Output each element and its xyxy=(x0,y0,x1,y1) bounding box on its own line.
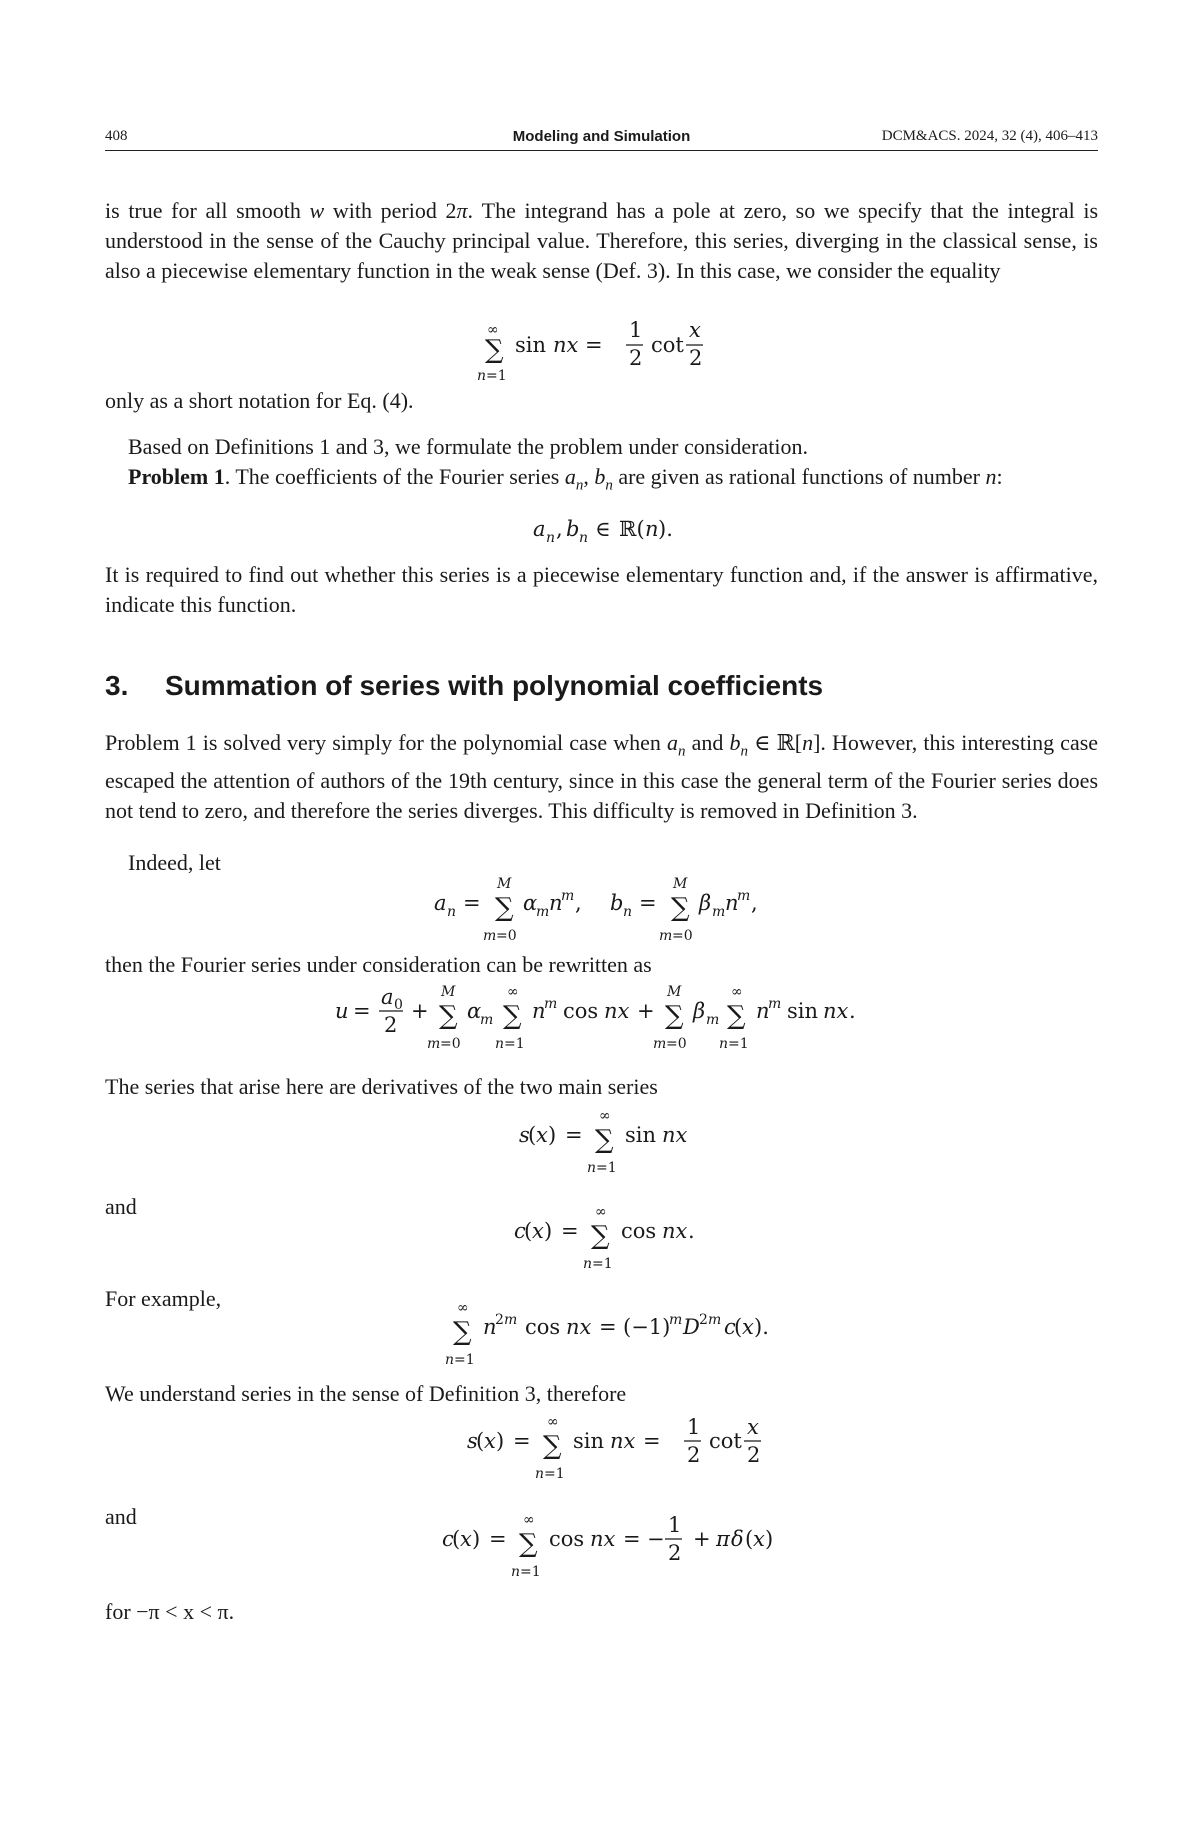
svg-text:c: c xyxy=(442,1527,454,1551)
svg-text:).: ). xyxy=(754,1315,769,1339)
svg-text:s: s xyxy=(467,1429,478,1453)
word-and-2: and xyxy=(105,1504,137,1529)
svg-text:m: m xyxy=(561,888,575,904)
svg-text:=: = xyxy=(599,1315,617,1339)
svg-text:α: α xyxy=(467,999,482,1023)
svg-text:(: ( xyxy=(745,1527,754,1551)
svg-text:(: ( xyxy=(452,1527,461,1551)
svg-text:,: , xyxy=(575,891,582,915)
svg-text:=0: =0 xyxy=(672,928,693,944)
svg-text:(−1): (−1) xyxy=(623,1315,671,1339)
svg-text:nx: nx xyxy=(662,1219,688,1243)
svg-text:=: = xyxy=(513,1429,531,1453)
svg-text:m: m xyxy=(708,1312,722,1328)
svg-text:(: ( xyxy=(734,1315,743,1339)
svg-text:∞: ∞ xyxy=(507,984,519,1000)
svg-text:∞: ∞ xyxy=(599,1108,611,1124)
svg-text:2: 2 xyxy=(699,1312,708,1328)
svg-text:): ) xyxy=(496,1429,505,1453)
svg-text:∑: ∑ xyxy=(665,1001,684,1031)
svg-text:α: α xyxy=(523,891,538,915)
svg-text:m: m xyxy=(504,1312,518,1328)
svg-text:n: n xyxy=(447,904,457,920)
svg-text:2: 2 xyxy=(629,346,643,370)
svg-text:M: M xyxy=(667,984,682,1000)
svg-text:=: = xyxy=(585,333,603,357)
svg-text:=1: =1 xyxy=(728,1036,749,1052)
svg-text:∑: ∑ xyxy=(591,1221,610,1251)
svg-text:sin: sin xyxy=(515,333,547,357)
svg-text:ℝ(: ℝ( xyxy=(619,517,645,541)
svg-text:∑: ∑ xyxy=(727,1001,746,1031)
svg-text:).: ). xyxy=(658,517,673,541)
equation-s-of-x xyxy=(105,1104,1098,1184)
svg-text:m: m xyxy=(706,1012,720,1028)
svg-text:cos: cos xyxy=(525,1315,561,1339)
svg-text:=1: =1 xyxy=(520,1564,541,1580)
svg-text:∞: ∞ xyxy=(523,1512,535,1528)
svg-text:x: x xyxy=(460,1527,472,1551)
equation-c-of-x xyxy=(105,1200,1098,1280)
equation-rational-coefficients xyxy=(105,512,1098,552)
svg-text:x: x xyxy=(742,1315,754,1339)
svg-text:n: n xyxy=(511,1564,521,1580)
svg-text:x: x xyxy=(689,318,701,342)
section-heading: 3. Summation of series with polynomial coefficients xyxy=(105,670,824,701)
svg-text:∞: ∞ xyxy=(547,1414,559,1430)
svg-text:m: m xyxy=(427,1036,441,1052)
svg-text:2: 2 xyxy=(689,346,703,370)
svg-text:m: m xyxy=(544,996,558,1012)
svg-text:n: n xyxy=(495,1036,505,1052)
paragraph-4: It is required to find out whether this series is a piecewise elementary function and, if the answer is affirmative, indicate this function. xyxy=(105,562,1098,617)
svg-text:,: , xyxy=(556,517,563,541)
svg-text:∑: ∑ xyxy=(485,335,504,365)
svg-text:sin: sin xyxy=(573,1429,605,1453)
svg-text:n: n xyxy=(445,1352,455,1368)
paragraph-5: Problem 1 is solved very simply for the polynomial case when $a_n$ and $b_n$ ∈ ℝ[n]. However, this interesting case escaped the attention of authors of the 19th century, since in this case the general term of the Fourier series does not tend to zero, and therefore the series diverges. This difficulty is removed in Definition 3. xyxy=(105,730,1099,824)
svg-text:): ) xyxy=(472,1527,481,1551)
svg-text:2: 2 xyxy=(668,1541,682,1565)
paragraph-2: only as a short notation for Eq. (4). xyxy=(105,388,414,413)
page-number: 408 xyxy=(105,128,128,144)
svg-text:+: + xyxy=(411,999,429,1023)
svg-text:1: 1 xyxy=(687,1415,701,1439)
svg-text:1: 1 xyxy=(668,1513,682,1537)
paragraph-8: The series that arise here are derivatives of the two main series xyxy=(105,1074,658,1099)
paragraph-3: Based on Definitions 1 and 3, we formulate the problem under consideration. xyxy=(128,434,808,459)
svg-text:(: ( xyxy=(476,1429,485,1453)
svg-text:m: m xyxy=(653,1036,667,1052)
svg-text:∞: ∞ xyxy=(595,1204,607,1220)
svg-text:∞: ∞ xyxy=(457,1300,469,1316)
svg-text:.: . xyxy=(688,1219,695,1243)
svg-text:cot: cot xyxy=(709,1429,742,1453)
svg-text:x: x xyxy=(753,1527,765,1551)
svg-text:π: π xyxy=(716,1527,730,1551)
svg-text:x: x xyxy=(484,1429,496,1453)
svg-text:∑: ∑ xyxy=(503,1001,522,1031)
svg-text:s: s xyxy=(519,1123,530,1147)
svg-text:=: = xyxy=(565,1123,583,1147)
svg-text:nx: nx xyxy=(604,999,630,1023)
svg-text:nx: nx xyxy=(823,999,849,1023)
svg-text:.: . xyxy=(849,999,856,1023)
svg-text:m: m xyxy=(768,996,782,1012)
svg-text:a: a xyxy=(533,517,546,541)
svg-text:x: x xyxy=(536,1123,548,1147)
svg-text:(: ( xyxy=(524,1219,533,1243)
paragraph-1: is true for all smooth w with period 2π. The integrand has a pole at zero, so we specify that the integral is understood in the sense of the Cauchy principal value. Therefore, this series, diverging in the classical sense, is also a piecewise elementary function in the weak sense (Def. 3). In this case, we consider the equality xyxy=(105,198,1099,283)
svg-text:m: m xyxy=(737,888,751,904)
paragraph-6: Indeed, let xyxy=(128,850,221,875)
journal-section: Modeling and Simulation xyxy=(512,128,691,145)
svg-text:m: m xyxy=(712,904,726,920)
equation-derivative-example xyxy=(105,1296,1098,1376)
svg-text:2: 2 xyxy=(687,1443,701,1467)
equation-rewritten-series xyxy=(105,980,1098,1060)
svg-text:=: = xyxy=(353,999,371,1023)
svg-text:cot: cot xyxy=(651,333,684,357)
paragraph-7: then the Fourier series under consideration can be rewritten as xyxy=(105,952,652,977)
svg-text:m: m xyxy=(536,904,550,920)
svg-text:β: β xyxy=(699,891,712,915)
svg-text:=: = xyxy=(643,1429,661,1453)
svg-text:n: n xyxy=(725,891,739,915)
equation-c-closed-form xyxy=(105,1508,1098,1588)
svg-text:cos: cos xyxy=(549,1527,585,1551)
svg-text:x: x xyxy=(747,1415,759,1439)
svg-text:n: n xyxy=(579,530,589,546)
svg-text:=1: =1 xyxy=(596,1160,617,1176)
svg-text:a: a xyxy=(434,891,447,915)
svg-text:sin: sin xyxy=(625,1123,657,1147)
svg-text:a: a xyxy=(381,985,394,1009)
svg-text:m: m xyxy=(659,928,673,944)
svg-text:u: u xyxy=(335,999,349,1023)
svg-text:n: n xyxy=(583,1256,593,1272)
svg-text:∑: ∑ xyxy=(439,1001,458,1031)
svg-text:m: m xyxy=(483,928,497,944)
svg-text:n: n xyxy=(549,891,563,915)
svg-text:sin: sin xyxy=(787,999,819,1023)
svg-text:∑: ∑ xyxy=(595,1125,614,1155)
svg-text:=: = xyxy=(561,1219,579,1243)
svg-text:−: − xyxy=(647,1527,665,1551)
svg-text:n: n xyxy=(535,1466,545,1482)
svg-text:=: = xyxy=(489,1527,507,1551)
svg-text:M: M xyxy=(441,984,456,1000)
svg-text:m: m xyxy=(480,1012,494,1028)
svg-text:b: b xyxy=(566,517,580,541)
equation-s-closed-form xyxy=(105,1410,1098,1490)
svg-text:nx: nx xyxy=(566,1315,592,1339)
paragraph-10: We understand series in the sense of Definition 3, therefore xyxy=(105,1381,627,1406)
svg-text:δ: δ xyxy=(731,1527,744,1551)
svg-text:b: b xyxy=(610,891,624,915)
problem-statement: Problem 1. The coefficients of the Fourier series $a_n$, $b_n$ are given as rational functions of number n: xyxy=(128,464,1003,494)
svg-text:nx: nx xyxy=(553,333,579,357)
svg-text:m: m xyxy=(669,1312,683,1328)
svg-text:nx: nx xyxy=(662,1123,688,1147)
svg-text:+: + xyxy=(693,1527,711,1551)
paragraph-9: For example, xyxy=(105,1286,222,1311)
svg-text:): ) xyxy=(765,1527,774,1551)
svg-text:n: n xyxy=(756,999,770,1023)
svg-text:=: = xyxy=(463,891,481,915)
svg-text:n: n xyxy=(719,1036,729,1052)
svg-text:β: β xyxy=(693,999,706,1023)
svg-text:): ) xyxy=(548,1123,557,1147)
svg-text:n: n xyxy=(483,1315,497,1339)
svg-text:1: 1 xyxy=(629,318,643,342)
svg-text:cos: cos xyxy=(621,1219,657,1243)
svg-text:D: D xyxy=(683,1315,700,1339)
svg-text:n: n xyxy=(546,530,556,546)
svg-text:∈: ∈ xyxy=(595,517,611,541)
svg-text:c: c xyxy=(724,1315,736,1339)
svg-text:2: 2 xyxy=(747,1443,761,1467)
svg-text:x: x xyxy=(532,1219,544,1243)
svg-text:=1: =1 xyxy=(486,368,507,384)
svg-text:=1: =1 xyxy=(454,1352,475,1368)
svg-text:=: = xyxy=(623,1527,641,1551)
svg-text:M: M xyxy=(497,876,512,892)
svg-text:): ) xyxy=(544,1219,553,1243)
equation-polynomial-coefficients xyxy=(105,874,1098,954)
svg-text:=1: =1 xyxy=(544,1466,565,1482)
svg-text:=0: =0 xyxy=(496,928,517,944)
svg-text:0: 0 xyxy=(394,997,403,1013)
svg-text:n: n xyxy=(623,904,633,920)
svg-text:+: + xyxy=(637,999,655,1023)
svg-text:cos: cos xyxy=(563,999,599,1023)
svg-text:n: n xyxy=(477,368,487,384)
svg-text:nx: nx xyxy=(590,1527,616,1551)
svg-text:nx: nx xyxy=(610,1429,636,1453)
svg-text:n: n xyxy=(587,1160,597,1176)
svg-text:(: ( xyxy=(528,1123,537,1147)
svg-text:∞: ∞ xyxy=(487,322,499,338)
svg-text:2: 2 xyxy=(384,1013,398,1037)
citation: DCM&ACS. 2024, 32 (4), 406–413 xyxy=(881,128,1098,144)
svg-text:n: n xyxy=(645,517,659,541)
svg-text:∞: ∞ xyxy=(731,984,743,1000)
svg-text:=: = xyxy=(639,891,657,915)
svg-text:n: n xyxy=(532,999,546,1023)
svg-text:∑: ∑ xyxy=(543,1431,562,1461)
running-header xyxy=(105,126,1098,151)
svg-text:M: M xyxy=(673,876,688,892)
svg-text:∑: ∑ xyxy=(671,893,690,923)
svg-text:=1: =1 xyxy=(592,1256,613,1272)
svg-text:c: c xyxy=(514,1219,526,1243)
svg-text:2: 2 xyxy=(495,1312,504,1328)
svg-text:=0: =0 xyxy=(666,1036,687,1052)
svg-text:=0: =0 xyxy=(440,1036,461,1052)
paragraph-11: for −π < x < π. xyxy=(105,1599,235,1624)
svg-text:=1: =1 xyxy=(504,1036,525,1052)
word-and-1: and xyxy=(105,1194,137,1219)
svg-text:,: , xyxy=(751,891,758,915)
svg-text:∑: ∑ xyxy=(519,1529,538,1559)
svg-text:∑: ∑ xyxy=(495,893,514,923)
svg-text:∑: ∑ xyxy=(453,1317,472,1347)
